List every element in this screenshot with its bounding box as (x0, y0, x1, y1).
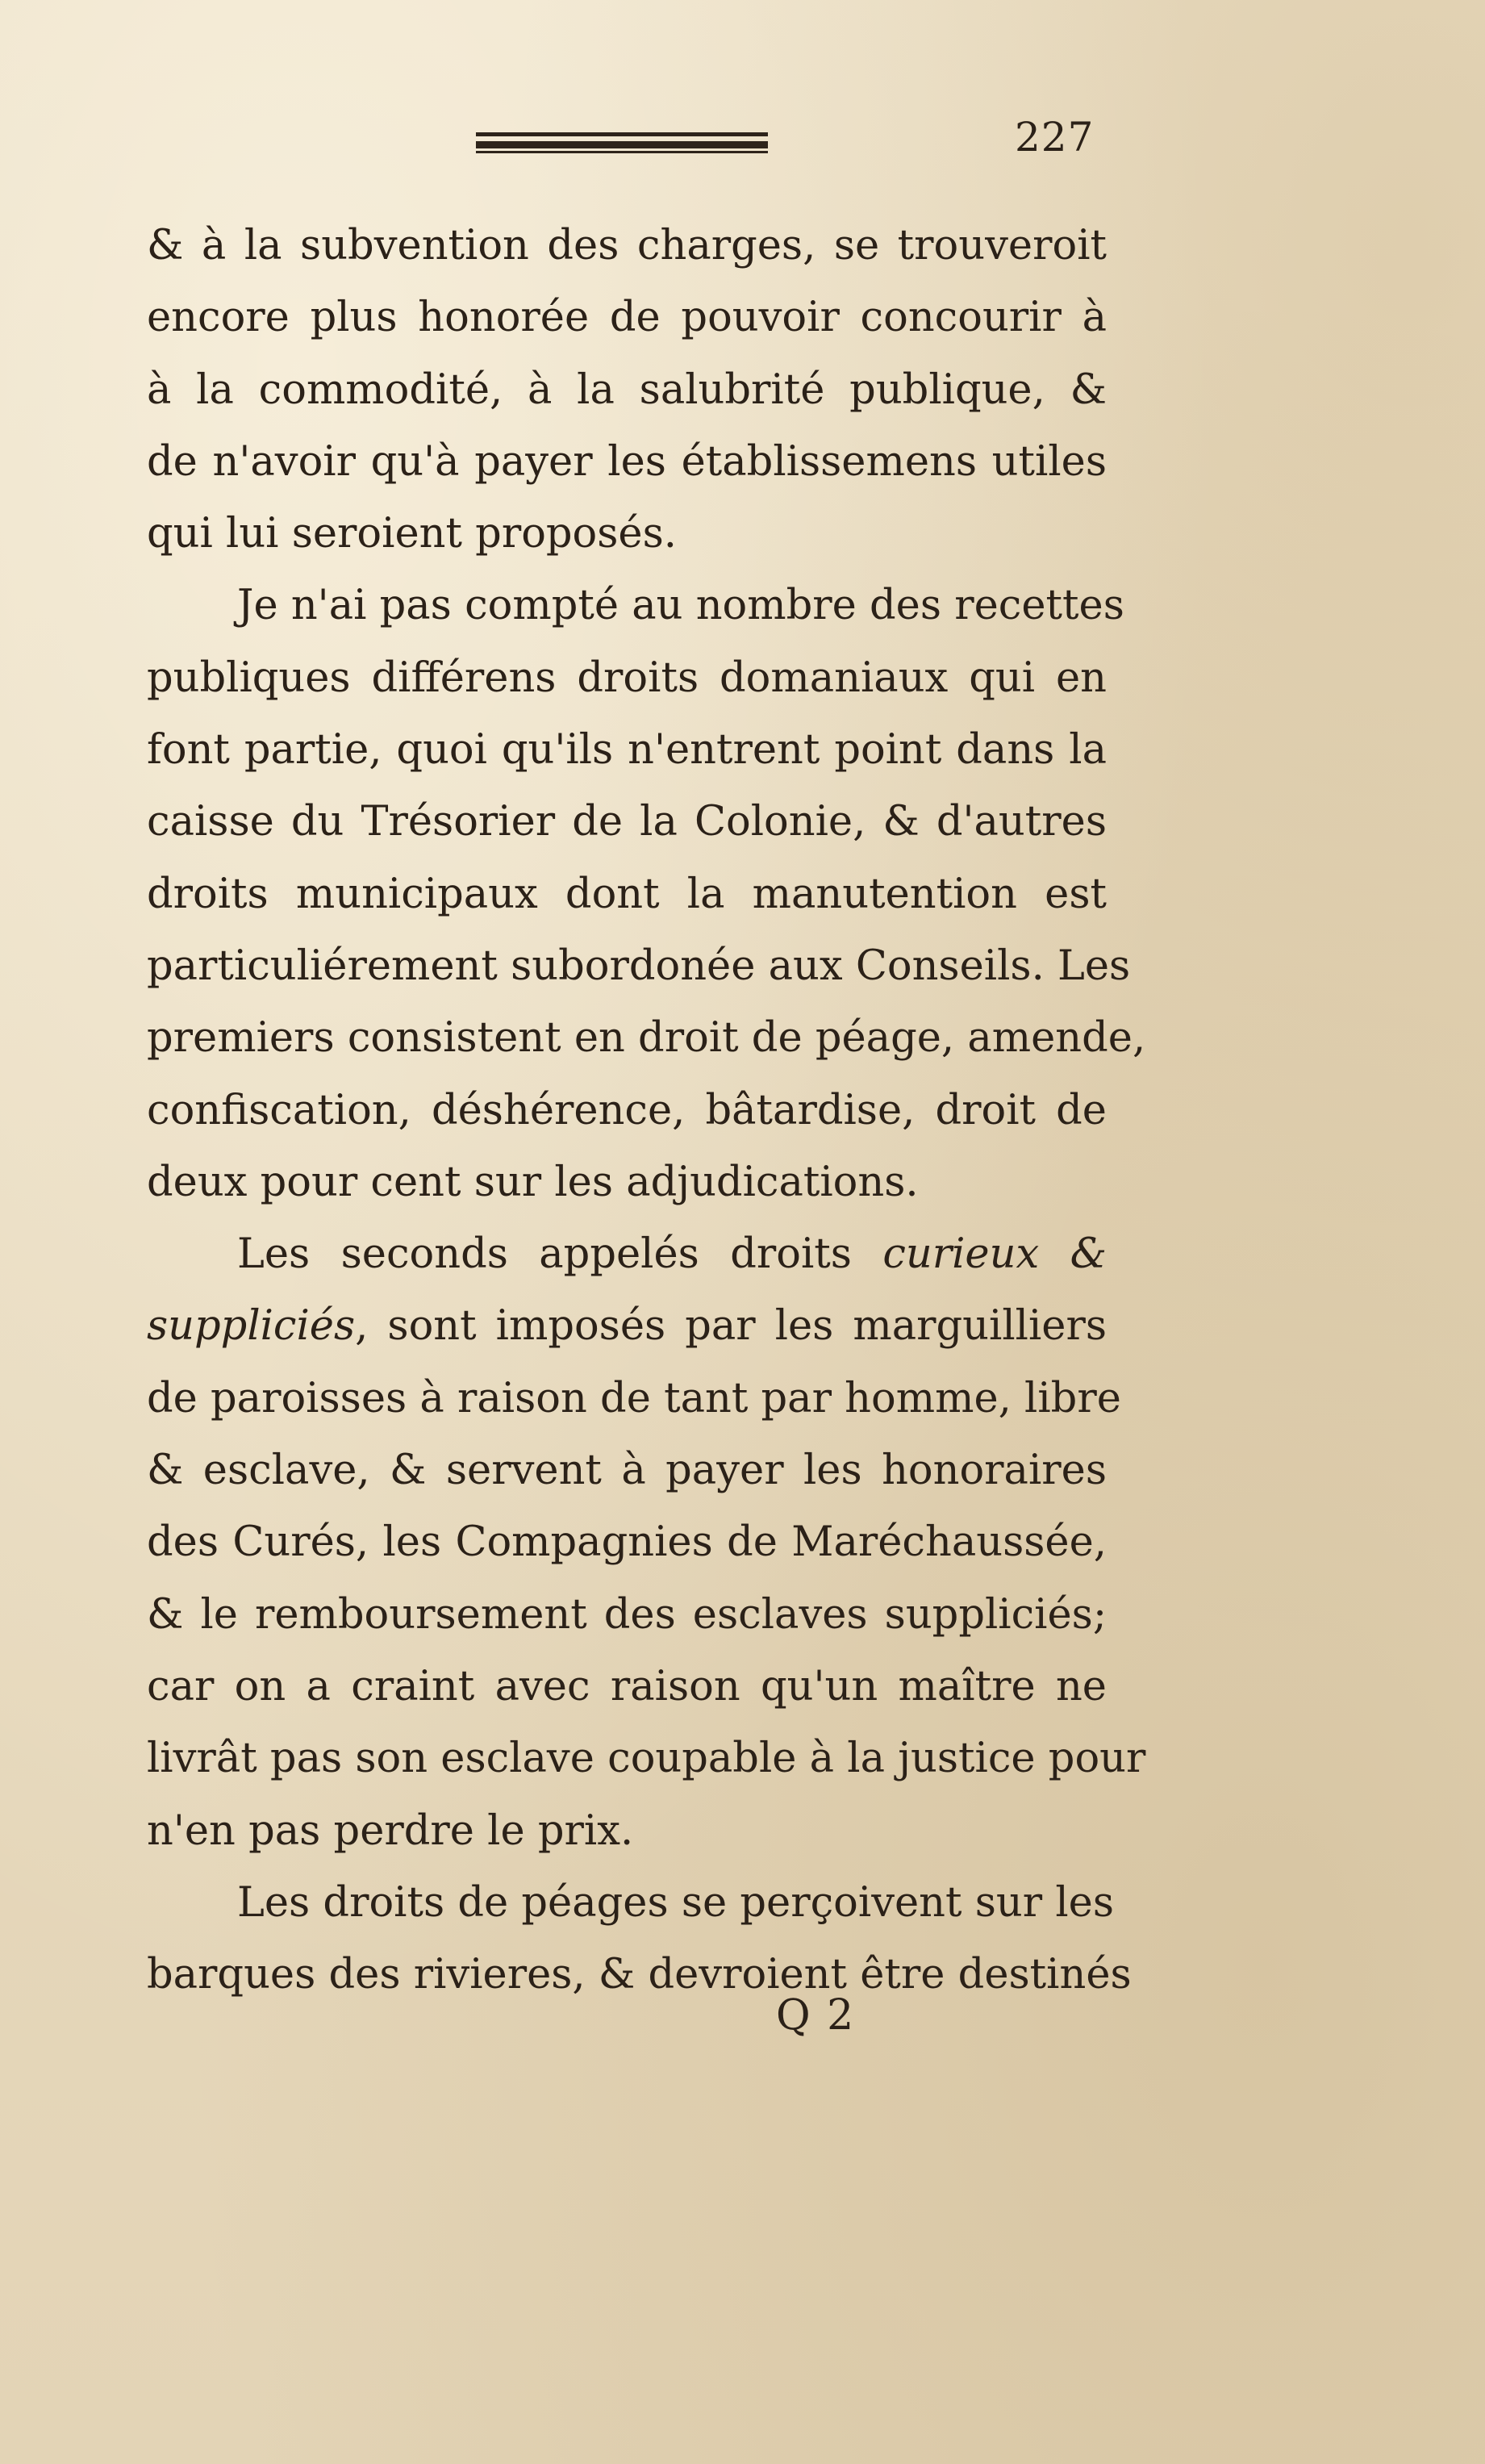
italic-term: suppliciés (147, 1302, 356, 1351)
text-line: droits municipaux dont la manutention est (147, 870, 1107, 918)
text-line: confiscation, déshérence, bâtardise, droit de (147, 1086, 1107, 1134)
text-line: à la commodité, à la salubrité publique, & (147, 365, 1107, 414)
text-segment: Les seconds appelés droits (237, 1230, 852, 1279)
text-line: de n'avoir qu'à payer les établissemens utiles (147, 437, 1107, 486)
text-line: car on a craint avec raison qu'un maître ne (147, 1662, 1107, 1710)
text-line: & le remboursement des esclaves suppliciés; (147, 1590, 1107, 1639)
text-line: publiques différens droits domaniaux qui en (147, 654, 1107, 702)
text-line: premiers consistent en droit de péage, amende, (147, 1014, 1146, 1063)
text-line: encore plus honorée de pouvoir concourir à (147, 294, 1107, 342)
signature-mark: Q 2 (776, 1991, 856, 2040)
text-line: font partie, quoi qu'ils n'entrent point dans la (147, 726, 1107, 775)
paragraph-start-line: Je n'ai pas compté au nombre des recettes (237, 582, 1124, 630)
text-line: deux pour cent sur les adjudications. (147, 1158, 919, 1206)
body-text (147, 210, 1146, 2011)
text-line: & à la subvention des charges, se trouveroit (147, 222, 1107, 269)
text-line (147, 1290, 1107, 1362)
text-line: barques des rivieres, & devroient être destinés (147, 1951, 1132, 1999)
text-segment: , sont imposés par les marguilliers (355, 1302, 1107, 1351)
text-line: livrât pas son esclave coupable à la justice pour (147, 1735, 1146, 1783)
text-line: & esclave, & servent à payer les honoraires (147, 1447, 1107, 1495)
paragraph-start-line: Les droits de péages se perçoivent sur les (237, 1878, 1115, 1927)
header-rule (476, 131, 768, 155)
text-line: des Curés, les Compagnies de Maréchaussée, (147, 1518, 1107, 1567)
italic-term: curieux & (882, 1230, 1107, 1279)
text-line: caisse du Trésorier de la Colonie, & d'autres (147, 798, 1107, 846)
text-line: de paroisses à raison de tant par homme, libre (147, 1374, 1121, 1422)
page-number: 227 (1015, 114, 1095, 161)
text-line: particuliérement subordonée aux Conseils. Les (147, 942, 1131, 990)
paragraph-start-line (147, 1218, 1107, 1290)
text-line: n'en pas perdre le prix. (147, 1806, 634, 1855)
text-line: qui lui seroient proposés. (147, 510, 677, 558)
